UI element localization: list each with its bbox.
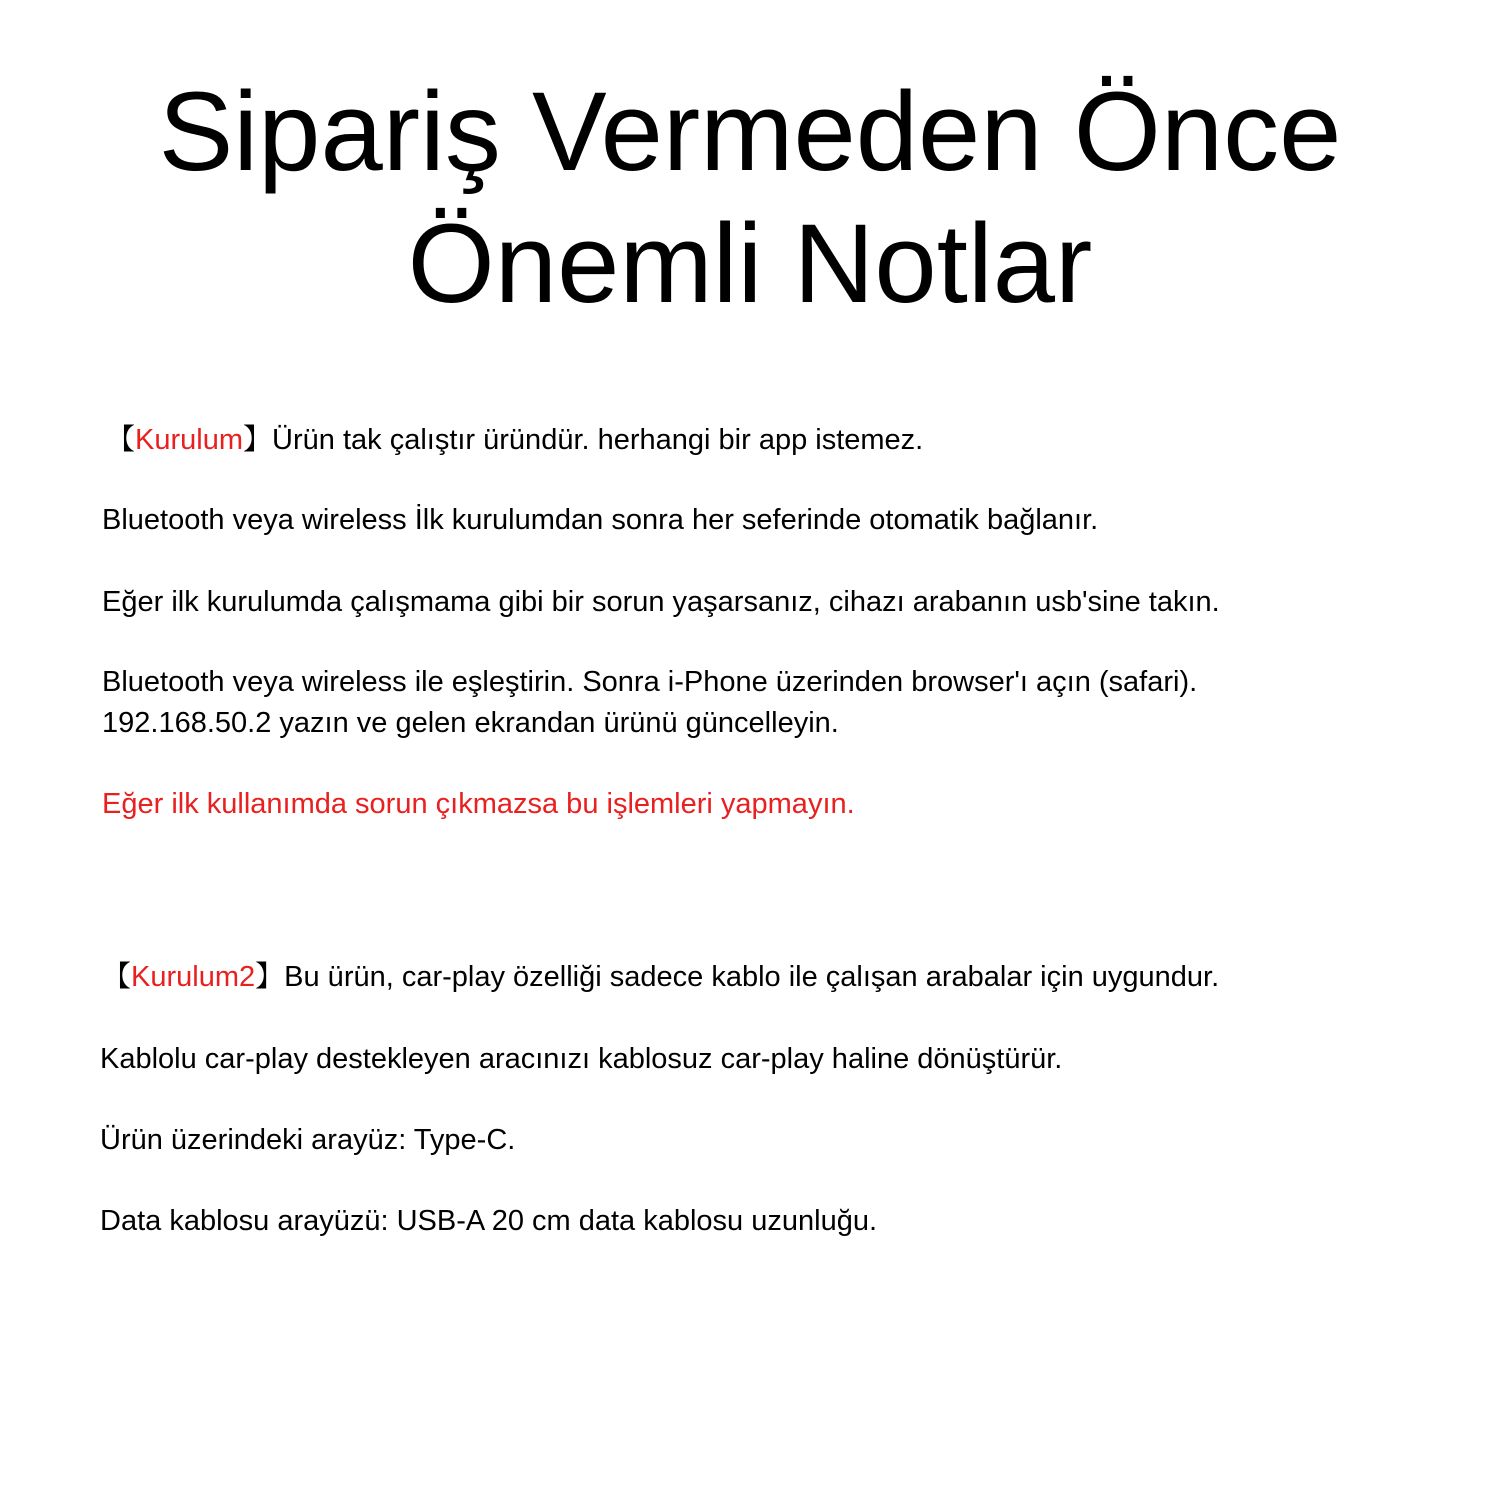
section2-tag: Kurulum2 [131,961,256,993]
section1-bracket-open: 【 [106,424,136,456]
section1-tag: Kurulum [135,424,244,456]
section1-intro [106,426,923,455]
section2-bracket-open: 【 [102,961,132,993]
page-title-line-2: Önemli Notlar [407,201,1093,326]
section2-line-2: Kablolu car-play destekleyen aracınızı kablosuz car-play haline dönüştürür. [100,1043,1063,1075]
section2-intro [102,963,1219,992]
section1-line-3: Eğer ilk kurulumda çalışmama gibi bir sorun yaşarsanız, cihazı arabanın usb'sine takın. [102,586,1220,618]
section1-line-2: Bluetooth veya wireless İlk kurulumdan sonra her seferinde otomatik bağlanır. [102,504,1099,536]
section1-intro-text: Ürün tak çalıştır üründür. herhangi bir app istemez. [272,424,924,456]
section2-intro-text: Bu ürün, car-play özelliği sadece kablo ile çalışan arabalar için uygundur. [284,961,1220,993]
section2-line-3: Ürün üzerindeki arayüz: Type-C. [100,1124,516,1156]
section1-warning: Eğer ilk kullanımda sorun çıkmazsa bu işlemleri yapmayın. [102,788,855,820]
section2-line-4: Data kablosu arayüzü: USB-A 20 cm data kablosu uzunluğu. [100,1205,878,1237]
page-title-line-1: Sipariş Vermeden Önce [158,69,1342,194]
section1-line-4b: 192.168.50.2 yazın ve gelen ekrandan ürünü güncelleyin. [102,707,839,739]
section1-bracket-close: 】 [243,424,273,456]
section2-bracket-close: 】 [255,961,285,993]
section1-line-4a: Bluetooth veya wireless ile eşleştirin. Sonra i-Phone üzerinden browser'ı açın (safari). [102,666,1198,698]
